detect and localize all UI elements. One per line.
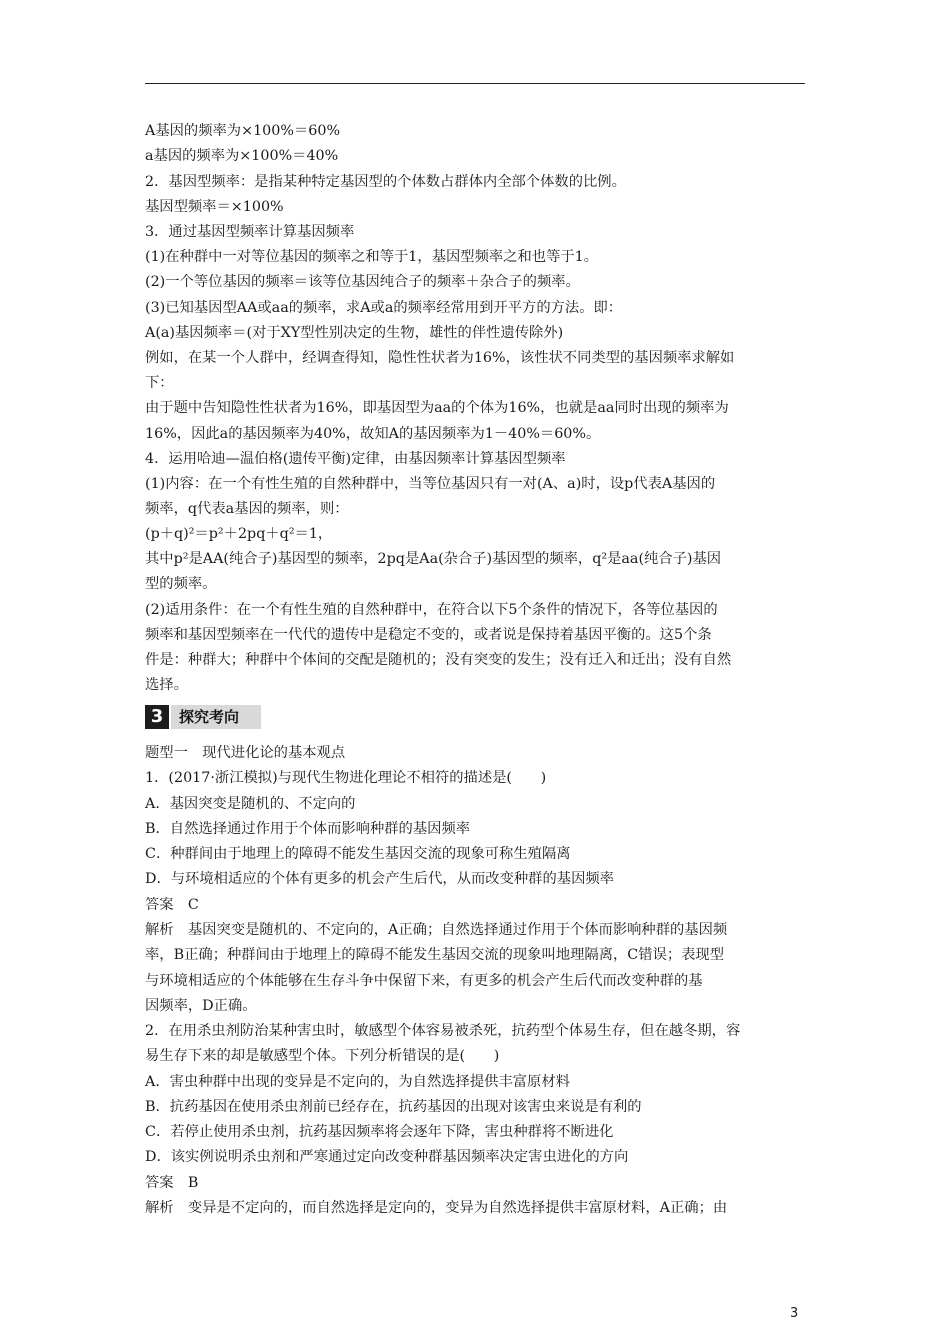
text-line: (2)适用条件：在一个有性生殖的自然种群中，在符合以下5个条件的情况下，各等位基因的: [145, 602, 718, 618]
header-rule: [145, 83, 805, 84]
text-line: 题型一 现代进化论的基本观点: [145, 745, 346, 761]
text-line: 2．基因型频率：是指某种特定基因型的个体数占群体内全部个体数的比例。: [145, 174, 626, 190]
text-line: D．该实例说明杀虫剂和严寒通过定向改变种群基因频率决定害虫进化的方向: [145, 1149, 629, 1165]
text-line: 基因型频率＝×100%: [145, 199, 284, 215]
text-line: 3．通过基因型频率计算基因频率: [145, 224, 355, 240]
text-line: 1．(2017·浙江模拟)与现代生物进化理论不相符的描述是( ): [145, 770, 547, 786]
text-line: 16%，因此a的基因频率为40%，故知A的基因频率为1－40%＝60%。: [145, 426, 601, 442]
text-line: A．基因突变是随机的、不定向的: [145, 796, 356, 812]
text-line: B．抗药基因在使用杀虫剂前已经存在，抗药基因的出现对该害虫来说是有利的: [145, 1099, 642, 1115]
text-line: 易生存下来的却是敏感型个体。下列分析错误的是( ): [145, 1048, 500, 1064]
text-line: 频率，q代表a基因的频率，则：: [145, 501, 349, 517]
text-line: 下：: [145, 375, 174, 391]
text-line: (2)一个等位基因的频率＝该等位基因纯合子的频率＋杂合子的频率。: [145, 274, 580, 290]
text-line: 率，B正确；种群间由于地理上的障碍不能发生基因交流的现象叫地理隔离，C错误；表现型: [145, 947, 725, 963]
text-line: 答案 B: [145, 1175, 199, 1191]
text-line: 4．运用哈迪—温伯格(遗传平衡)定律，由基因频率计算基因型频率: [145, 451, 566, 467]
text-line: C．若停止使用杀虫剂，抗药基因频率将会逐年下降，害虫种群将不断进化: [145, 1124, 614, 1140]
text-line: B．自然选择通过作用于个体而影响种群的基因频率: [145, 821, 471, 837]
text-line: A．害虫种群中出现的变异是不定向的，为自然选择提供丰富原材料: [145, 1074, 570, 1090]
text-line: 频率和基因型频率在一代代的遗传中是稳定不变的，或者说是保持着基因平衡的。这5个条: [145, 627, 712, 643]
text-line: (p＋q)²＝p²＋2pq＋q²＝1，: [145, 526, 333, 542]
section-heading: [145, 705, 805, 729]
text-line: a基因的频率为×100%＝40%: [145, 148, 339, 164]
text-line: D．与环境相适应的个体有更多的机会产生后代，从而改变种群的基因频率: [145, 871, 614, 887]
text-line: 因频率，D正确。: [145, 998, 257, 1014]
section-number-badge: 3: [145, 705, 169, 729]
text-line: (1)在种群中一对等位基因的频率之和等于1，基因型频率之和也等于1。: [145, 249, 599, 265]
text-line: 与环境相适应的个体能够在生存斗争中保留下来，有更多的机会产生后代而改变种群的基: [145, 973, 703, 989]
section-title: 探究考向: [171, 705, 261, 729]
text-line: 答案 C: [145, 897, 199, 913]
text-line: 由于题中告知隐性性状者为16%，即基因型为aa的个体为16%，也就是aa同时出现的频率为: [145, 400, 729, 416]
text-line: 其中p²是AA(纯合子)基因型的频率，2pq是Aa(杂合子)基因型的频率，q²是aa(纯合子)基因: [145, 551, 722, 567]
text-line: A基因的频率为×100%＝60%: [145, 123, 341, 139]
text-line: (1)内容：在一个有性生殖的自然种群中，当等位基因只有一对(A、a)时，设p代表A基因的: [145, 476, 716, 492]
text-line: (3)已知基因型AA或aa的频率，求A或a的频率经常用到开平方的方法。即：: [145, 300, 623, 316]
text-line: 型的频率。: [145, 576, 217, 592]
page-number: 3: [790, 1306, 799, 1321]
text-line: 件是：种群大；种群中个体间的交配是随机的；没有突变的发生；没有迁入和迁出；没有自然: [145, 652, 732, 668]
text-line: A(a)基因频率＝(对于XY型性别决定的生物，雄性的伴性遗传除外): [145, 325, 564, 341]
text-line: 解析 基因突变是随机的、不定向的，A正确；自然选择通过作用于个体而影响种群的基因频: [145, 922, 728, 938]
text-line: C．种群间由于地理上的障碍不能发生基因交流的现象可称生殖隔离: [145, 846, 571, 862]
text-line: 2．在用杀虫剂防治某种害虫时，敏感型个体容易被杀死，抗药型个体易生存，但在越冬期，容: [145, 1023, 741, 1039]
text-line: 选择。: [145, 677, 188, 693]
text-line: 例如，在某一个人群中，经调查得知，隐性性状者为16%，该性状不同类型的基因频率求解如: [145, 350, 735, 366]
text-line: 解析 变异是不定向的，而自然选择是定向的，变异为自然选择提供丰富原材料，A正确；由: [145, 1200, 728, 1216]
